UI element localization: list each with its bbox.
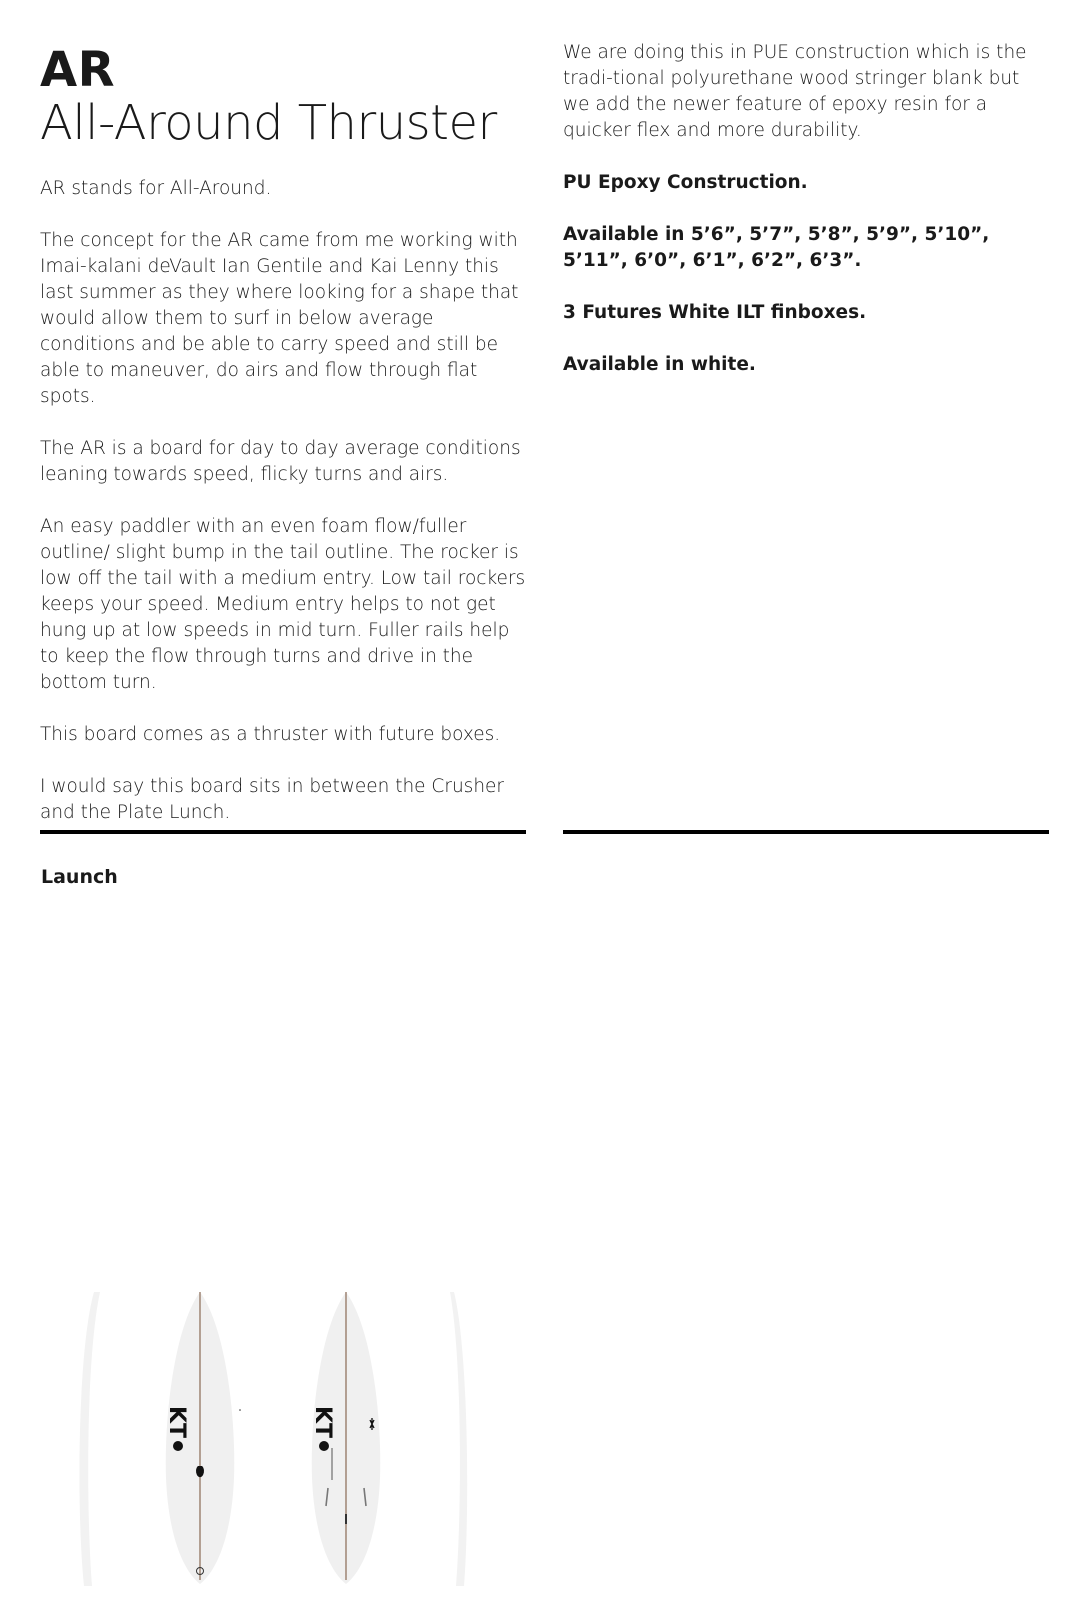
left-column — [40, 40, 526, 852]
description-paragraph: This board comes as a thruster with future boxes. — [40, 724, 501, 745]
surfboard-illustration — [70, 1288, 510, 1588]
construction-paragraph: We are doing this in PUE construction which is the tradi-tional polyurethane wood stringer blank but we add the newer feature of epoxy resin for a quicker flex and more durability. — [563, 42, 1027, 141]
launch-label: Launch — [41, 866, 118, 888]
logo-dot-icon — [173, 1441, 183, 1451]
divider-right — [563, 830, 1049, 834]
spec-construction: PU Epoxy Construction. — [563, 172, 808, 193]
description-paragraph: The AR is a board for day to day average conditions leaning towards speed, flicky turns and airs. — [40, 438, 521, 485]
description-body — [40, 176, 526, 826]
product-name-title: All-Around Thruster — [40, 95, 497, 151]
board-logo: KT — [310, 1406, 335, 1439]
description-paragraph: The concept for the AR came from me working with Imai-kalani deVault Ian Gentile and Kai Lenny this last summer as they where looking for a shape that would allow them to surf in below average conditions and be able to carry speed and still be able to maneuver, do airs and flow through flat spots. — [40, 230, 519, 407]
product-code-title: AR — [40, 42, 116, 98]
description-paragraph: AR stands for All-Around. — [40, 178, 272, 199]
construction-body — [563, 40, 1049, 378]
board-bottom-view — [164, 1292, 241, 1584]
logo-dot-icon — [319, 1441, 329, 1451]
spec-color: Available in white. — [563, 354, 756, 375]
board-deck-view — [310, 1292, 380, 1584]
divider-left — [40, 830, 526, 834]
spec-sizes: Available in 5’6”, 5’7”, 5’8”, 5’9”, 5’10”, 5’11”, 6’0”, 6’1”, 6’2”, 6’3”. — [563, 224, 990, 271]
rail-profile-left — [79, 1292, 100, 1586]
rail-dot-icon — [239, 1409, 241, 1411]
right-column — [563, 40, 1049, 404]
description-paragraph: I would say this board sits in between the Crusher and the Plate Lunch. — [40, 776, 505, 823]
rail-profile-right — [450, 1292, 467, 1586]
board-logo: KT — [164, 1406, 189, 1439]
description-paragraph: An easy paddler with an even foam flow/fuller outline/ slight bump in the tail outline. The rocker is low off the tail with a medium entry. Low tail rockers keeps your speed. Medium entry helps to not get hung up at low speeds in mid turn. Fuller rails help to keep the flow through turns and drive in the bottom turn. — [40, 516, 526, 693]
spec-finboxes: 3 Futures White ILT finboxes. — [563, 302, 867, 323]
